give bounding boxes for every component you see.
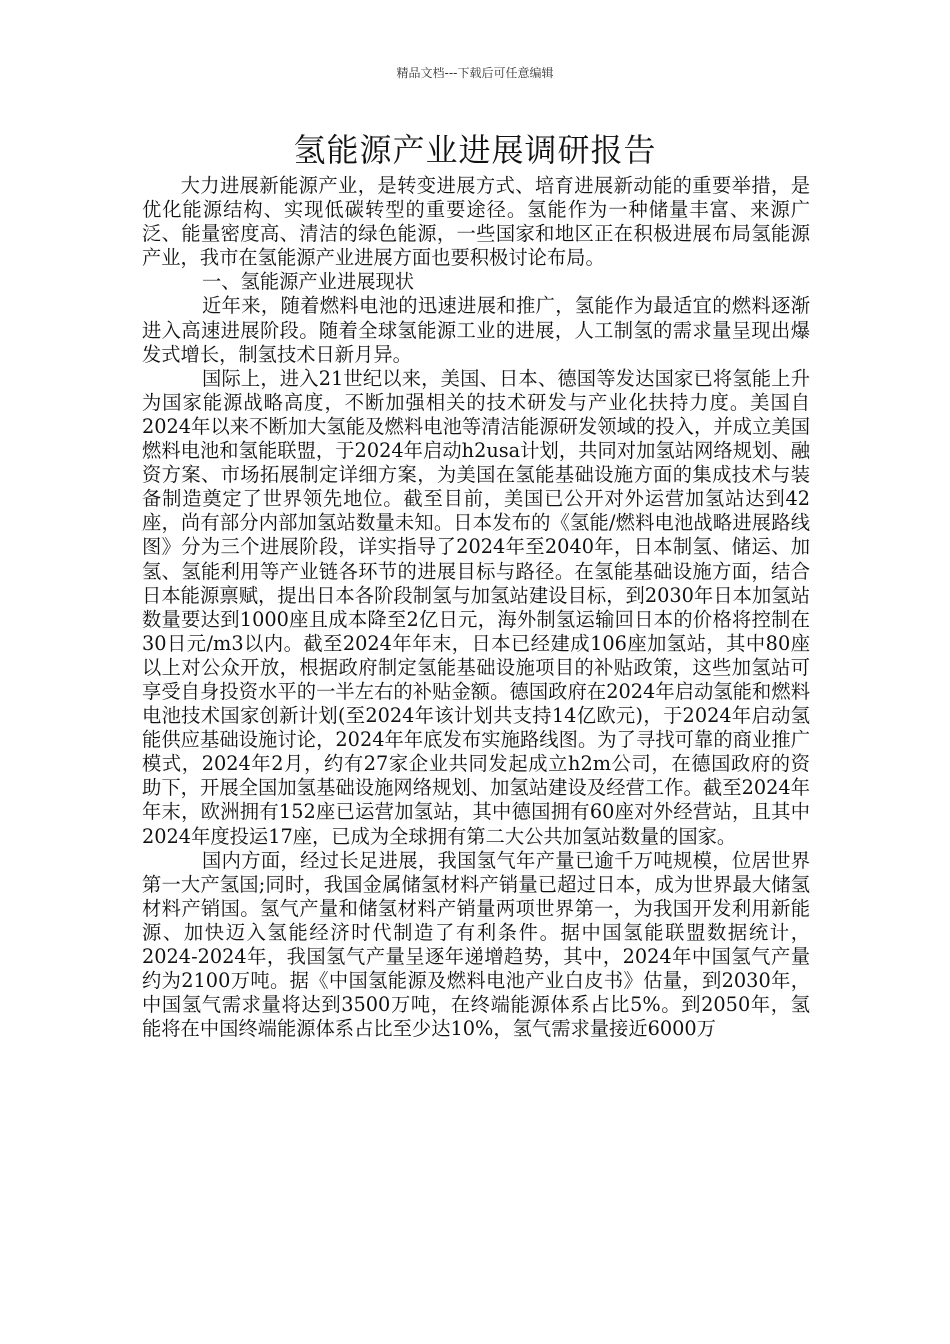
intro-paragraph: 大力进展新能源产业，是转变进展方式、培育进展新动能的重要举措，是优化能源结构、实现低碳转型的重要途径。氢能作为一种储量丰富、来源广泛、能量密度高、清洁的绿色能源，一些国家和地区正在积极进展布局氢能源产业，我市在氢能源产业进展方面也要积极讨论布局。 [142, 174, 810, 270]
body-paragraph-3: 国内方面，经过长足进展，我国氢气年产量已逾千万吨规模，位居世界第一大产氢国;同时，我国金属储氢材料产销量已超过日本，成为世界最大储氢材料产销国。氢气产量和储氢材料产销量两项世界第一，为我国开发利用新能源、加快迈入氢能经济时代制造了有利条件。据中国氢能联盟数据统计，2024-2024年，我国氢气产量呈逐年递增趋势，其中，2024年中国氢气产量约为2100万吨。据《中国氢能源及燃料电池产业白皮书》估量，到2030年，中国氢气需求量将达到3500万吨，在终端能源体系占比5%。到2050年，氢能将在中国终端能源体系占比至少达10%，氢气需求量接近6000万 [142, 848, 810, 1041]
document-title: 氢能源产业进展调研报告 [293, 131, 657, 169]
body-paragraph-1: 近年来，随着燃料电池的迅速进展和推广，氢能作为最适宜的燃料逐渐进入高速进展阶段。随着全球氢能源工业的进展，人工制氢的需求量呈现出爆发式增长，制氢技术日新月异。 [142, 294, 810, 366]
body-paragraph-2: 国际上，进入21世纪以来，美国、日本、德国等发达国家已将氢能上升为国家能源战略高度，不断加强相关的技术研发与产业化扶持力度。美国自2024年以来不断加大氢能及燃料电池等清洁能源研发领域的投入，并成立美国燃料电池和氢能联盟，于2024年启动h2usa计划，共同对加氢站网络规划、融资方案、市场拓展制定详细方案，为美国在氢能基础设施方面的集成技术与装备制造奠定了世界领先地位。截至目前，美国已公开对外运营加氢站达到42座，尚有部分内部加氢站数量未知。日本发布的《氢能/燃料电池战略进展路线图》分为三个进展阶段，详实指导了2024年至2040年，日本制氢、储运、加氢、氢能利用等产业链各环节的进展目标与路径。在氢能基础设施方面，结合日本能源禀赋，提出日本各阶段制氢与加氢站建设目标，到2030年日本加氢站数量要达到1000座且成本降至2亿日元，海外制氢运输回日本的价格将控制在30日元/m3以内。截至2024年年末，日本已经建成106座加氢站，其中80座以上对公众开放，根据政府制定氢能基础设施项目的补贴政策，这些加氢站可享受自身投资水平的一半左右的补贴金额。德国政府在2024年启动氢能和燃料电池技术国家创新计划(至2024年该计划共支持14亿欧元)，于2024年启动氢能供应基础设施讨论，2024年年底发布实施路线图。为了寻找可靠的商业推广模式，2024年2月，约有27家企业共同发起成立h2m公司，在德国政府的资助下，开展全国加氢基础设施网络规划、加氢站建设及经营工作。截至2024年年末，欧洲拥有152座已运营加氢站，其中德国拥有60座对外经营站，且其中2024年度投运17座，已成为全球拥有第二大公共加氢站数量的国家。 [142, 366, 810, 848]
document-body [142, 174, 810, 1041]
section-heading: 一、氢能源产业进展现状 [202, 270, 415, 294]
header-note: 精品文档---下载后可任意编辑 [396, 66, 554, 80]
